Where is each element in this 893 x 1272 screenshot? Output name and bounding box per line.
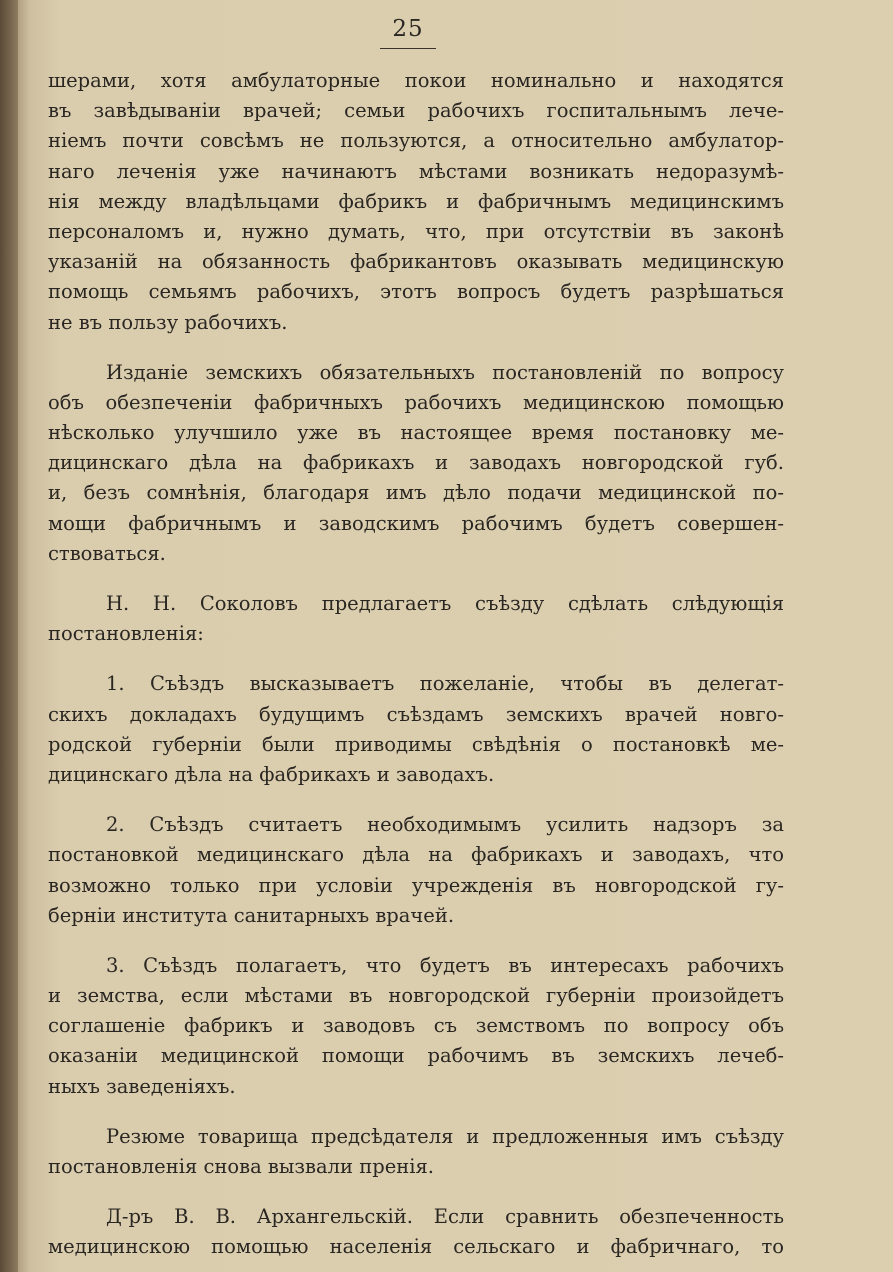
paragraph [48,1122,784,1182]
text-line: 1. Съѣздъ высказываетъ пожеланіе, чтобы въ делегат- [106,672,784,696]
paragraph [48,589,784,649]
text-line: Изданіе земскихъ обязательныхъ постановленій по вопросу [106,360,784,384]
text-line: ныхъ заведеніяхъ. [48,1074,236,1098]
book-spine-shadow [0,0,18,1272]
text-line: медицинскою помощью населенія сельскаго и фабричнаго, то [48,1235,784,1259]
page-text [48,66,784,1263]
text-line: Д-ръ В. В. Архангельскій. Если сравнить обезпеченность [106,1205,784,1229]
text-line: ніемъ почти совсѣмъ не пользуются, а относительно амбулатор- [48,129,784,153]
text-line: родской губерніи были приводимы свѣдѣнія о постановкѣ ме- [48,732,784,756]
text-line: нѣсколько улучшило уже въ настоящее время постановку ме- [48,421,784,445]
text-line: дицинскаго дѣла на фабрикахъ и заводахъ новгородской губ. [48,451,784,475]
text-line: Резюме товарища предсѣдателя и предложенныя имъ съѣзду [106,1124,784,1148]
resolution-item [48,810,784,931]
text-line: дицинскаго дѣла на фабрикахъ и заводахъ. [48,762,495,786]
resolution-item [48,951,784,1102]
text-line: оказаніи медицинской помощи рабочимъ въ земскихъ лечеб- [48,1044,784,1068]
page-number: 25 [392,16,424,42]
text-line: и, безъ сомнѣнія, благодаря имъ дѣло подачи медицинской по- [48,481,784,505]
text-line: персоналомъ и, нужно думать, что, при отсутствіи въ законѣ [48,219,784,243]
resolution-item [48,669,784,790]
paragraph [48,358,784,569]
text-line: постановленія снова вызвали пренія. [48,1155,434,1178]
text-line: возможно только при условіи учрежденія въ новгородской гу- [48,873,784,897]
text-line: 2. Съѣздъ считаетъ необходимымъ усилить надзоръ за [106,813,784,837]
paragraph [48,66,784,338]
text-line: не въ пользу рабочихъ. [48,310,288,334]
text-line: объ обезпеченіи фабричныхъ рабочихъ медицинскою помощью [48,390,784,414]
text-line: ствоваться. [48,541,166,565]
text-line: помощь семьямъ рабочихъ, этотъ вопросъ будетъ разрѣшаться [48,280,784,304]
text-line: 3. Съѣздъ полагаетъ, что будетъ въ интересахъ рабочихъ [106,953,784,977]
text-line: наго леченія уже начинаютъ мѣстами возникать недоразумѣ- [48,159,784,183]
text-line: мощи фабричнымъ и заводскимъ рабочимъ будетъ совершен- [48,511,784,535]
text-line: соглашеніе фабрикъ и заводовъ съ земствомъ по вопросу объ [48,1014,784,1038]
text-line: берніи института санитарныхъ врачей. [48,903,455,927]
page-number-rule [380,48,436,49]
paragraph [48,1202,784,1262]
text-line: въ завѣдываніи врачей; семьи рабочихъ госпитальнымъ лече- [48,99,784,123]
text-line: постановкой медицинскаго дѣла на фабрикахъ и заводахъ, что [48,843,784,867]
text-line: и земства, если мѣстами въ новгородской губерніи произойдетъ [48,984,784,1008]
text-line: нія между владѣльцами фабрикъ и фабричнымъ медицинскимъ [48,189,784,213]
text-line: шерами, хотя амбулаторные покои номинально и находятся [48,69,784,92]
text-line: Н. Н. Соколовъ предлагаетъ съѣзду сдѣлать слѣдующія [106,592,784,615]
text-line: скихъ докладахъ будущимъ съѣздамъ земскихъ врачей новго- [48,702,784,726]
text-line: постановленія: [48,622,204,646]
text-line: указаній на обязанность фабрикантовъ оказывать медицинскую [48,250,784,274]
